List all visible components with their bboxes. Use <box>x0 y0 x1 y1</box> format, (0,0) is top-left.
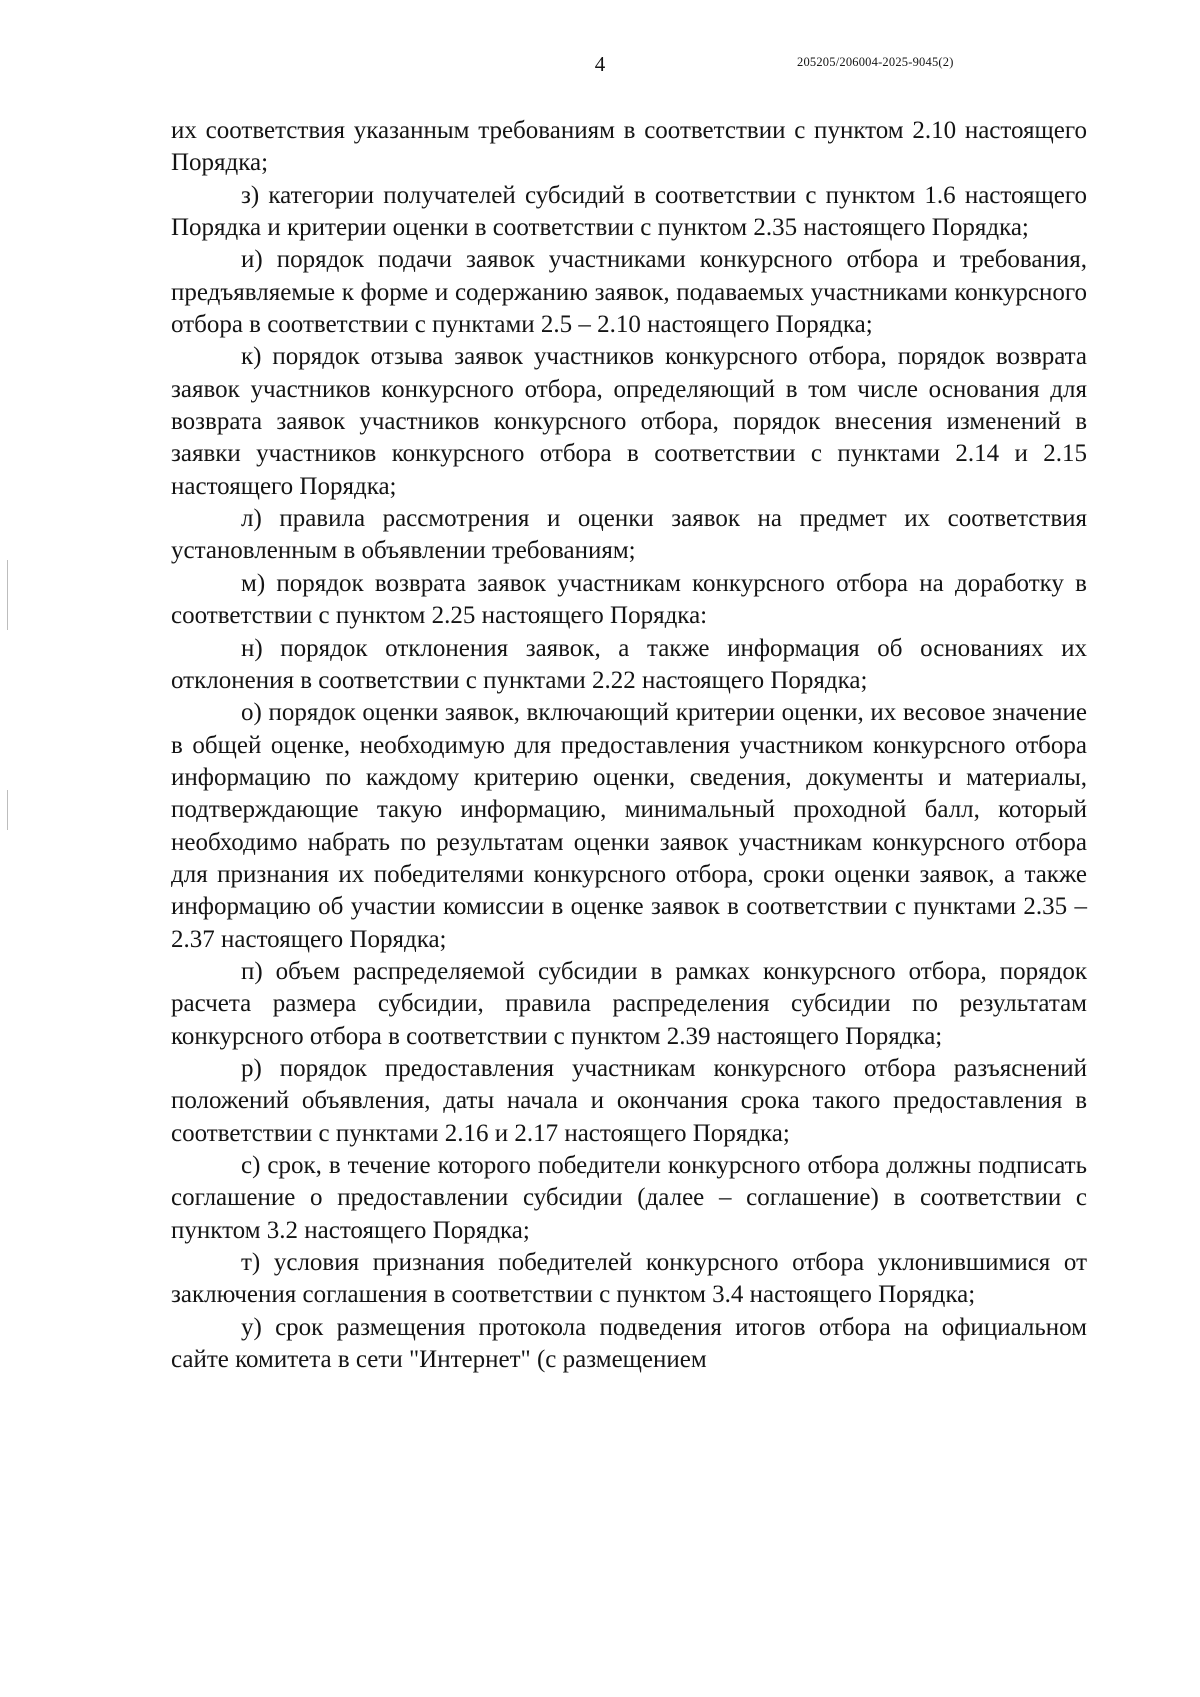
paragraph-item-o: о) порядок оценки заявок, включающий критерии оценки, их весовое значение в общей оценке, необходимую для предоставления участником конкурсного отбора информацию по каждому критерию оценки, сведения, документы и материалы, подтверждающие такую информацию, минимальный проходной балл, который необходимо набрать по результатам оценки заявок участникам конкурсного отбора для признания их победителями конкурсного отбора, сроки оценки заявок, а также информацию об участии комиссии в оценке заявок в соответствии с пунктами 2.35 – 2.37 настоящего Порядка; <box>171 699 1087 953</box>
paragraph-item-z: з) категории получателей субсидий в соответствии с пунктом 1.6 настоящего Порядка и критерии оценки в соответствии с пунктом 2.35 настоящего Порядка; <box>171 181 1087 242</box>
paragraph-continuation: их соответствия указанным требованиям в соответствии с пунктом 2.10 настоящего Порядка; <box>171 117 1087 177</box>
paragraph-item-i: и) порядок подачи заявок участниками конкурсного отбора и требования, предъявляемые к форме и содержанию заявок, подаваемых участниками конкурсного отбора в соответствии с пунктами 2.5 – 2.10 настоящего Порядка; <box>171 246 1087 339</box>
paragraph-item-n: н) порядок отклонения заявок, а также информация об основаниях их отклонения в соответствии с пунктами 2.22 настоящего Порядка; <box>171 634 1087 694</box>
paragraph-item-r: р) порядок предоставления участникам конкурсного отбора разъяснений положений объявления, даты начала и окончания срока такого предоставления в соответствии с пунктами 2.16 и 2.17 настоящего Порядка; <box>171 1054 1087 1147</box>
paragraph-item-l: л) правила рассмотрения и оценки заявок на предмет их соответствия установленным в объявлении требованиям; <box>171 505 1087 565</box>
paragraph-item-u: у) срок размещения протокола подведения итогов отбора на официальном сайте комитета в сети "Интернет" (с размещением <box>171 1313 1087 1374</box>
document-body <box>171 115 1087 1376</box>
paragraph-item-t: т) условия признания победителей конкурсного отбора уклонившимися от заключения соглашения в соответствии с пунктом 3.4 настоящего Порядка; <box>171 1249 1087 1309</box>
document-code: 205205/206004-2025-9045(2) <box>797 55 954 69</box>
page-number: 4 <box>594 52 606 76</box>
paragraph-item-s: с) срок, в течение которого победители конкурсного отбора должны подписать соглашение о предоставлении субсидии (далее – соглашение) в соответствии с пунктом 3.2 настоящего Порядка; <box>171 1152 1087 1244</box>
paragraph-item-k: к) порядок отзыва заявок участников конкурсного отбора, порядок возврата заявок участников конкурсного отбора, определяющий в том числе основания для возврата заявок участников конкурсного отбора, порядок внесения изменений в заявки участников конкурсного отбора в соответствии с пунктами 2.14 и 2.15 настоящего Порядка; <box>171 343 1087 500</box>
paragraph-item-m: м) порядок возврата заявок участникам конкурсного отбора на доработку в соответствии с пунктом 2.25 настоящего Порядка: <box>171 569 1087 630</box>
scan-artifact-line <box>7 790 8 830</box>
paragraph-item-p: п) объем распределяемой субсидии в рамках конкурсного отбора, порядок расчета размера субсидии, правила распределения субсидии по результатам конкурсного отбора в соответствии с пунктом 2.39 настоящего Порядка; <box>171 957 1087 1050</box>
scan-artifact-line <box>7 560 8 630</box>
